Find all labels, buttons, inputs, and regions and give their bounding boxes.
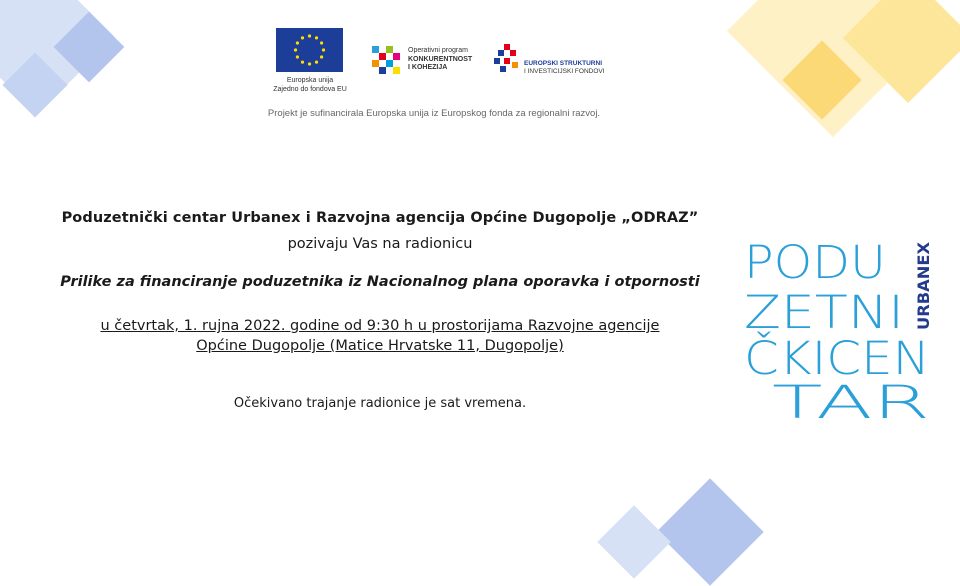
date-location-line1: u četvrtak, 1. rujna 2022. godine od 9:30 h u prostorijama Razvojne agencije bbox=[100, 318, 660, 334]
logo-row-2: ZETNI bbox=[744, 286, 904, 339]
eu-caption-line2: Zajedno do fondova EU bbox=[273, 86, 347, 93]
decor-diamond bbox=[656, 478, 763, 585]
eu-flag-icon bbox=[276, 28, 343, 72]
eu-caption-line1: Europska unija bbox=[286, 77, 334, 84]
decor-diamond bbox=[597, 505, 671, 579]
workshop-title: Prilike za financiranje poduzetnika iz Nacionalnog plana oporavka i otpornosti bbox=[60, 274, 700, 290]
date-location bbox=[20, 316, 740, 356]
invite-line: pozivaju Vas na radionicu bbox=[287, 236, 473, 252]
poduzetnicki-centar-logo bbox=[742, 234, 942, 424]
invitation bbox=[20, 208, 740, 414]
esi-line2: I INVESTICIJSKI FONDOVI bbox=[524, 68, 605, 75]
op-line2: KONKURENTNOST bbox=[408, 55, 473, 63]
esi-line1: EUROPSKI STRUKTURNI bbox=[524, 60, 603, 67]
organizers-heading: Poduzetnički centar Urbanex i Razvojna agencija Općine Dugopolje „ODRAZ” bbox=[61, 210, 699, 226]
op-line1: Operativni program bbox=[408, 47, 468, 54]
logo-row-4: TAR bbox=[772, 376, 930, 424]
logo-row-1: PODU bbox=[744, 236, 886, 289]
op-line3: I KOHEZIJA bbox=[408, 64, 448, 71]
logo-brand-urbanex: URBANEX bbox=[914, 243, 933, 330]
logo-bar bbox=[0, 0, 960, 130]
logo-row-3: ČKICEN bbox=[744, 332, 930, 385]
duration-note: Očekivano trajanje radionice je sat vremena. bbox=[233, 396, 527, 411]
op-mosaic-icon bbox=[372, 46, 400, 74]
funding-note: Projekt je sufinancirala Europska unija iz Europskog fonda za regionalni razvoj. bbox=[267, 108, 601, 119]
esi-mosaic-icon bbox=[494, 44, 520, 74]
date-location-line2: Općine Dugopolje (Matice Hrvatske 11, Dugopolje) bbox=[196, 338, 564, 354]
